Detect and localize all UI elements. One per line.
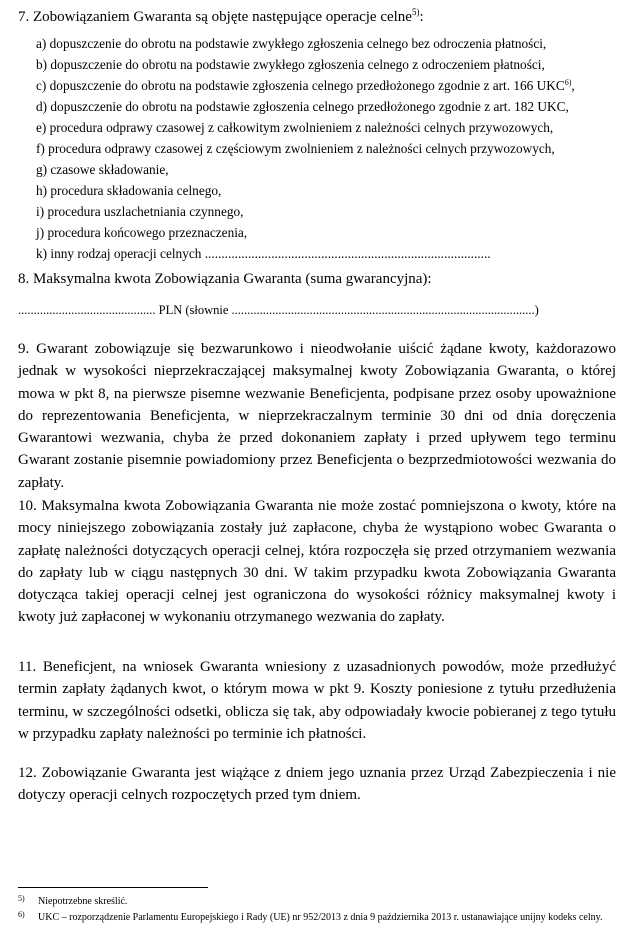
list-item <box>36 75 621 96</box>
list-item: d) dopuszczenie do obrotu na podstawie zgłoszenia celnego przedłożonego zgodnie z art. 182 UKC, <box>36 99 569 114</box>
footnote-ref-6: 6) <box>564 78 572 87</box>
list-item: b) dopuszczenie do obrotu na podstawie zwykłego zgłoszenia celnego z odroczeniem płatności, <box>36 57 545 72</box>
section-7-heading-colon: : <box>419 9 424 25</box>
operations-list <box>36 33 621 264</box>
section-8-heading: 8. Maksymalna kwota Zobowiązania Gwaranta (suma gwarancyjna): <box>18 271 432 287</box>
list-item-text: c) dopuszczenie do obrotu na podstawie zgłoszenia celnego przedłożonego zgodnie z art. 166 UKC <box>36 78 565 93</box>
paragraph-12: 12. Zobowiązanie Gwaranta jest wiążące z dniem jego uznania przez Urząd Zabezpieczenia i nie dotyczy operacji celnych rozpoczętych przed tym dniem. <box>18 765 616 804</box>
paragraph-10: 10. Maksymalna kwota Zobowiązania Gwaranta nie może zostać pomniejszona o kwoty, które na mocy niniejszego zobowiązania zostały już zapłacone, chyba że wystąpiono wobec Gwaranta o zapłatę należności dotyczących operacji celnej, która rozpoczęła się przed otrzymaniem wezwania do zapłaty lub w ciągu następnych 30 dni. W takim przypadku kwota Zobowiązania Gwaranta dotycząca takiej operacji celnej jest ograniczona do wysokości różnicy maksymalnej kwoty i kwoty już zapłaconej w wykonaniu otrzymanego wezwania do zapłaty. <box>18 498 616 626</box>
list-item-comma: , <box>571 78 575 93</box>
list-item: i) procedura uszlachetniania czynnego, <box>36 204 244 219</box>
list-item: j) procedura końcowego przeznaczenia, <box>36 225 248 240</box>
footnote-marker: 5) <box>18 894 25 903</box>
list-item: h) procedura składowania celnego, <box>36 183 222 198</box>
list-item: f) procedura odprawy czasowej z częściowym zwolnieniem z należności celnych przywozowych, <box>36 141 555 156</box>
footnote-text: UKC – rozporządzenie Parlamentu Europejskiego i Rady (UE) nr 952/2013 z dnia 9 października 2013 r. ustanawiające unijny kodeks celny. <box>38 912 603 923</box>
list-item: k) inny rodzaj operacji celnych ...................................................................................... <box>36 246 491 261</box>
footnote-divider <box>18 887 208 888</box>
section-7-heading <box>18 8 424 26</box>
footnote-text: Niepotrzebne skreślić. <box>38 896 128 907</box>
footnote-5 <box>18 896 620 908</box>
footnote-6 <box>18 912 620 924</box>
amount-fill-line: ............................................ PLN (słownie .................................................................................................) <box>18 303 539 317</box>
list-item: a) dopuszczenie do obrotu na podstawie zwykłego zgłoszenia celnego bez odroczenia płatności, <box>36 36 547 51</box>
list-item: e) procedura odprawy czasowej z całkowitym zwolnieniem z należności celnych przywozowych, <box>36 120 554 135</box>
list-item: g) czasowe składowanie, <box>36 162 169 177</box>
footnote-marker: 6) <box>18 910 25 919</box>
paragraph-11: 11. Beneficjent, na wniosek Gwaranta wniesiony z uzasadnionych powodów, może przedłużyć termin zapłaty żądanych kwot, o którym mowa w pkt 9. Koszty poniesione z tytułu przedłużenia terminu, w szczególności odsetki, oblicza się tak, aby odpowiadały kwocie pobieranej z tego tytułu w przypadku zapłaty należności po terminie ich płatności. <box>18 659 616 742</box>
footnote-ref-5: 5) <box>411 7 420 17</box>
section-7-heading-text: 7. Zobowiązaniem Gwaranta są objęte następujące operacje celne <box>18 9 412 25</box>
paragraph-9: 9. Gwarant zobowiązuje się bezwarunkowo i nieodwołanie uiścić żądane kwoty, każdorazowo jednak w wysokości nieprzekraczającej maksymalnej kwoty Zobowiązania Gwaranta, o której mowa w pkt 8, na pierwsze pisemne wezwanie Beneficjenta, podpisane przez osoby upoważnione do reprezentowania Beneficjenta, w nieprzekraczalnym terminie 30 dni od dnia doręczenia Gwarantowi wezwania, chyba że przed dokonaniem zapłaty i przed upływem tego terminu Gwarant zostanie pisemnie powiadomiony przez Beneficjenta o bezprzedmiotowości wezwania do zapłaty. <box>18 341 616 491</box>
